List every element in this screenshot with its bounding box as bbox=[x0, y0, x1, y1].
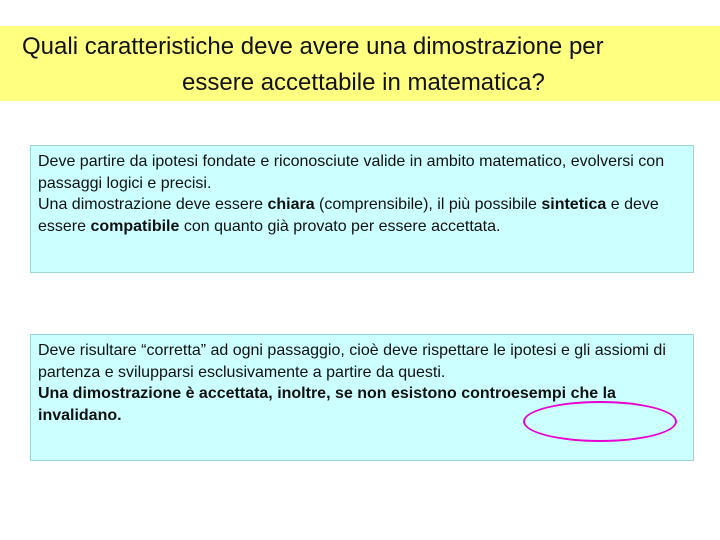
keyword-chiara: chiara bbox=[267, 196, 315, 213]
requirements-qualities bbox=[38, 194, 685, 237]
keyword-compatibile: compatibile bbox=[90, 217, 180, 235]
correctness-text: Deve risultare “corretta” ad ogni passaggio, cioè deve rispettare le ipotesi e gli assiomi di partenza e svilupparsi esclusivamente a partire da questi. bbox=[38, 342, 666, 381]
requirements-box bbox=[30, 145, 694, 273]
qualities-text-a: Una dimostrazione deve essere bbox=[38, 196, 268, 213]
highlight-ellipse bbox=[523, 401, 677, 442]
counterexample-bold: Una dimostrazione è accettata, inoltre, se non esistono controesempi che la invalidano. bbox=[38, 385, 616, 424]
slide-title-line-1: Quali caratteristiche deve avere una dimostrazione per bbox=[22, 33, 604, 60]
requirements-intro: Deve partire da ipotesi fondate e riconosciute valide in ambito matematico, evolversi con passaggi logici e precisi. bbox=[38, 153, 665, 192]
qualities-text-b: (comprensibile), il più possibile bbox=[314, 196, 542, 213]
keyword-sintetica: sintetica bbox=[541, 196, 607, 213]
qualities-text-d: con quanto già provato per essere accettata. bbox=[179, 217, 501, 235]
slide-title-line-2: essere accettabile in matematica? bbox=[182, 69, 545, 96]
qualities-text-c: e deve essere bbox=[38, 196, 659, 235]
